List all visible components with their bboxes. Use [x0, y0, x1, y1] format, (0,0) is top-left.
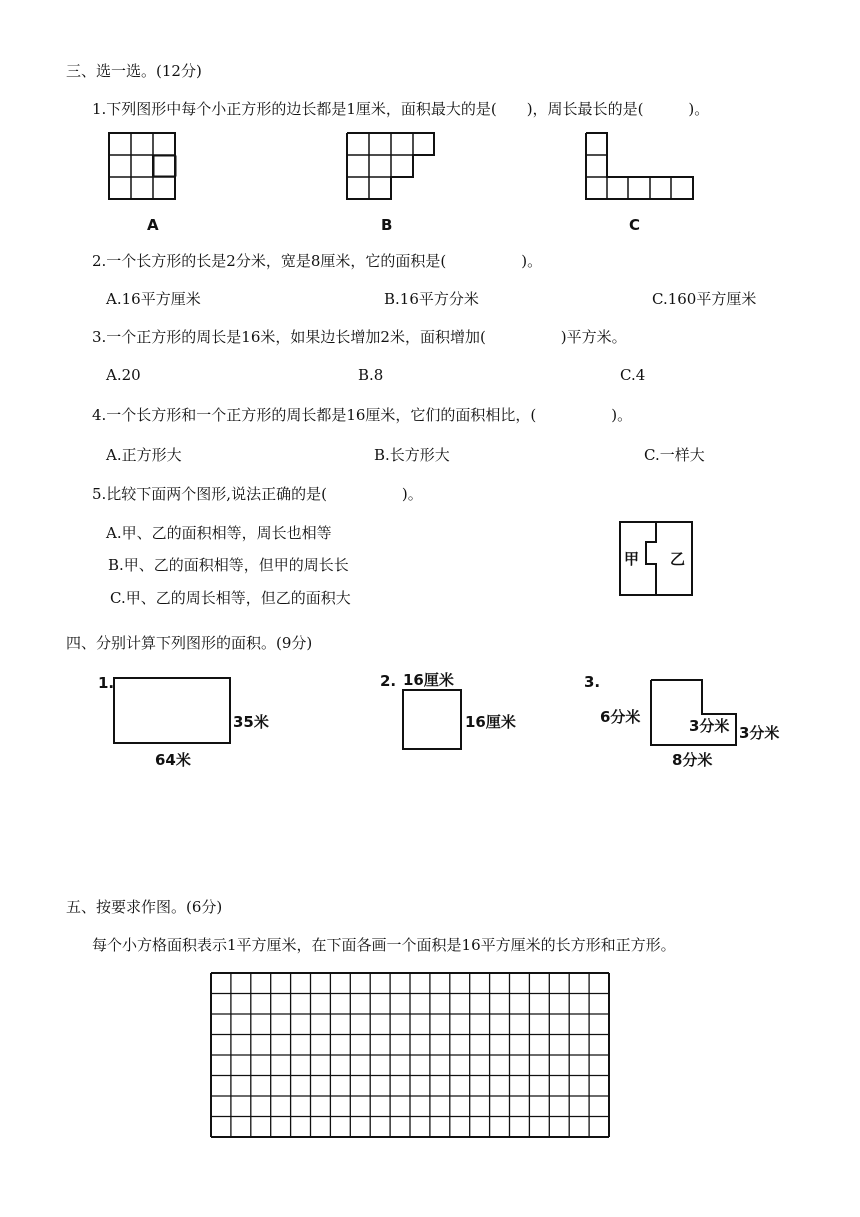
section-5-title: 五、按要求作图。(6分) [66, 898, 223, 916]
figure-3-shape [650, 679, 740, 747]
question-2-option-c: C.160平方厘米 [652, 290, 757, 308]
figure-c [585, 132, 697, 202]
figure-1-rectangle [113, 677, 233, 745]
question-5-option-b: B.甲、乙的面积相等，但甲的周长长 [108, 556, 349, 574]
figure-2-square [402, 689, 464, 751]
figure-b [346, 132, 438, 202]
figure-3-number: 3. [584, 673, 601, 691]
figure-1-number: 1. [98, 674, 115, 692]
question-4-option-b: B.长方形大 [374, 446, 450, 464]
figure-label-yi: 乙 [670, 550, 686, 568]
question-4-text: 4.一个长方形和一个正方形的周长都是16厘米，它们的面积相比，( )。 [92, 406, 633, 424]
figure-b-label: B [381, 216, 393, 234]
question-3-option-c: C.4 [620, 366, 646, 384]
figure-label-jia: 甲 [624, 550, 640, 568]
figure-3-bottom-label: 8分米 [672, 751, 713, 769]
question-3-text: 3.一个正方形的周长是16米，如果边长增加2米，面积增加( )平方米。 [92, 328, 627, 346]
section-3-title: 三、选一选。(12分) [66, 62, 202, 80]
figure-a-label: A [147, 216, 159, 234]
figure-c-label: C [629, 216, 641, 234]
section-4-title: 四、分别计算下列图形的面积。(9分) [66, 634, 313, 652]
question-5-text: 5.比较下面两个图形,说法正确的是( )。 [92, 485, 423, 503]
section-5-instruction: 每个小方格面积表示1平方厘米，在下面各画一个面积是16平方厘米的长方形和正方形。 [92, 936, 676, 954]
figure-3-right-label: 3分米 [739, 724, 780, 742]
question-4-option-a: A.正方形大 [106, 446, 182, 464]
figure-1-bottom-label: 64米 [155, 751, 191, 769]
figure-3-inner-label: 3分米 [689, 717, 730, 735]
figure-2-side-label: 16厘米 [465, 713, 516, 731]
figure-1-side-label: 35米 [233, 713, 269, 731]
question-5-option-c: C.甲、乙的周长相等，但乙的面积大 [110, 589, 351, 607]
figure-2-number: 2. [380, 672, 397, 690]
drawing-grid[interactable] [210, 972, 610, 1138]
question-3-option-b: B.8 [358, 366, 384, 384]
question-1-text: 1.下列图形中每个小正方形的边长都是1厘米，面积最大的是( )，周长最长的是( )。 [92, 100, 710, 118]
figure-3-left-label: 6分米 [600, 708, 641, 726]
question-2-option-b: B.16平方分米 [384, 290, 479, 308]
question-2-option-a: A.16平方厘米 [106, 290, 201, 308]
figure-a [108, 132, 178, 202]
question-4-option-c: C.一样大 [644, 446, 705, 464]
question-5-option-a: A.甲、乙的面积相等，周长也相等 [106, 524, 332, 542]
question-2-text: 2.一个长方形的长是2分米，宽是8厘米，它的面积是( )。 [92, 252, 543, 270]
figure-2-top-label: 16厘米 [403, 671, 454, 689]
question-3-option-a: A.20 [106, 366, 141, 384]
